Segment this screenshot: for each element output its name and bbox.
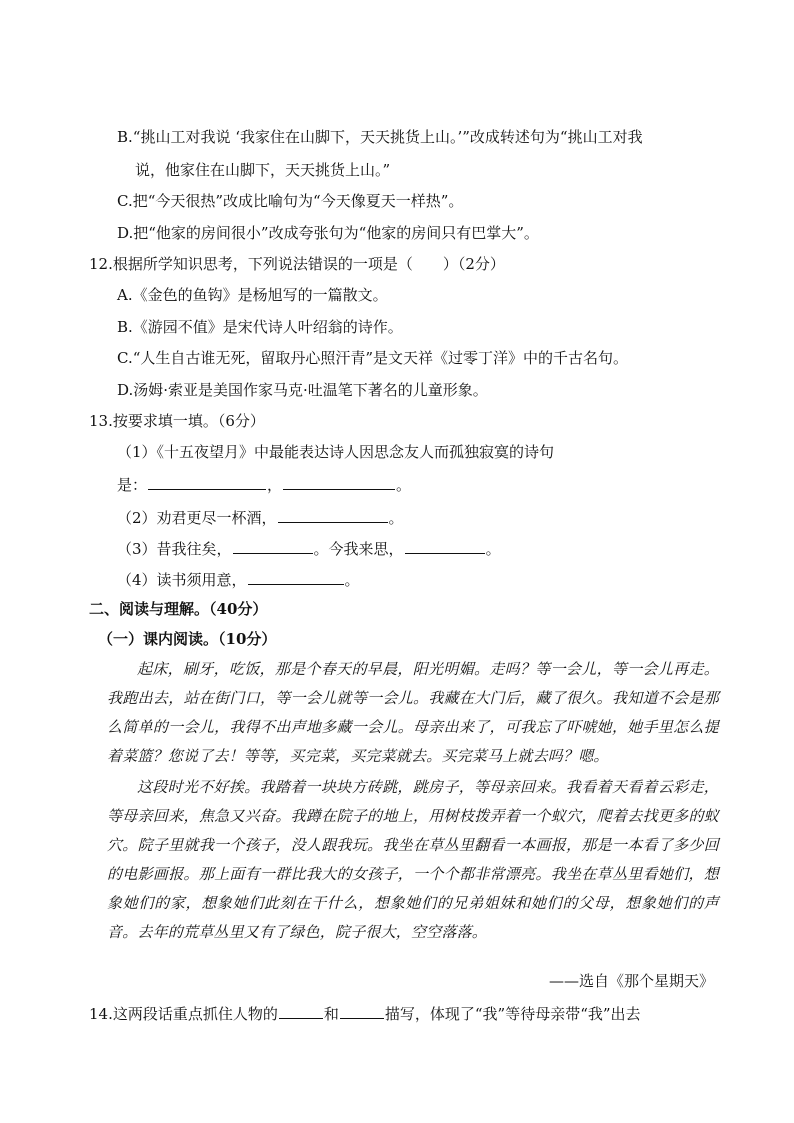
q14-text-3: 描写，体现了“我”等待母亲带“我”出去 xyxy=(384,1005,641,1023)
q14-text-1: 14.这两段话重点抓住人物的 xyxy=(89,1005,278,1023)
section2-title: 二、阅读与理解。（40分） xyxy=(89,600,268,618)
q13-blank-1b[interactable] xyxy=(283,473,395,490)
q13-stem: 13.按要求填一填。（6分） xyxy=(89,412,265,430)
q13-blank-1a[interactable] xyxy=(148,473,266,490)
reading-passage xyxy=(107,655,719,947)
q13-blank-2[interactable] xyxy=(278,506,388,523)
q13-part1-line2 xyxy=(117,473,411,496)
q13-part2 xyxy=(117,506,404,529)
q13-part3-text-b: 。今我来思， xyxy=(313,540,404,558)
q13-blank-4[interactable] xyxy=(248,568,344,585)
q13-part3-text-a: （3）昔我往矣， xyxy=(117,540,232,558)
q13-blank-3b[interactable] xyxy=(405,537,485,554)
q13-period-1: 。 xyxy=(396,476,412,494)
q12-stem: 12.根据所学知识思考，下列说法错误的一项是（ ）（2分） xyxy=(89,255,505,273)
q14-blank-1[interactable] xyxy=(279,1002,323,1019)
q14-text-2: 和 xyxy=(323,1005,339,1023)
q14-line xyxy=(89,1002,641,1025)
q12-option-c: C.“人生自古谁无死，留取丹心照汗青”是文天祥《过零丁洋》中的千古名句。 xyxy=(117,349,629,367)
passage-paragraph-2: 这段时光不好挨。我踏着一块块方砖跳，跳房子，等母亲回来。我看着天看着云彩走，等母亲回来，焦急又兴奋。我蹲在院子的地上，用树枝拨弄着一个蚁穴，爬着去找更多的蚁穴。院子里就我一个孩子，没人跟我玩。我坐在草丛里翻看一本画报，那是一本看了多少回的电影画报。那上面有一群比我大的女孩子，一个个都非常漂亮。我坐在草丛里看她们，想象她们的家，想象她们此刻在干什么，想象她们的兄弟姐妹和她们的父母，想象她们的声音。去年的荒草丛里又有了绿色，院子很大，空空落落。 xyxy=(107,778,719,941)
q12-option-a: A.《金色的鱼钩》是杨旭写的一篇散文。 xyxy=(117,286,388,304)
section2-subtitle: （一）课内阅读。（10分） xyxy=(98,630,277,648)
q11-option-b-line1: B.“挑山工对我说 ‘我家住在山脚下，天天挑货上山。’”改成转述句为“挑山工对我 xyxy=(117,128,643,146)
q13-part3 xyxy=(117,537,501,560)
q11-option-c: C.把“今天很热”改成比喻句为“今天像夏天一样热”。 xyxy=(117,192,464,210)
q13-period-3: 。 xyxy=(485,540,501,558)
q14-blank-2[interactable] xyxy=(340,1002,384,1019)
passage-source: ——选自《那个星期天》 xyxy=(548,972,714,990)
q11-option-d: D.把“他家的房间很小”改成夸张句为“他家的房间只有巴掌大”。 xyxy=(117,224,539,242)
q13-blank-3a[interactable] xyxy=(233,537,313,554)
q13-period-2: 。 xyxy=(388,509,404,527)
q13-part4-text: （4）读书须用意， xyxy=(117,571,247,589)
q13-period-4: 。 xyxy=(344,571,360,589)
q13-part1-line1: （1）《十五夜望月》中最能表达诗人因思念友人而孤独寂寞的诗句 xyxy=(117,443,555,461)
q11-option-b-line2: 说，他家住在山脚下，天天挑货上山。” xyxy=(135,161,391,179)
passage-paragraph-1: 起床，刷牙，吃饭，那是个春天的早晨，阳光明媚。走吗？等一会儿，等一会儿再走。我跑出去，站在街门口，等一会儿就等一会儿。我藏在大门后，藏了很久。我知道不会是那么简单的一会儿，我得不出声地多藏一会儿。母亲出来了，可我忘了吓唬她，她手里怎么提着菜篮？您说了去！等等，买完菜，买完菜就去。买完菜马上就去吗？嗯。 xyxy=(107,660,719,765)
q12-option-b: B.《游园不值》是宋代诗人叶绍翁的诗作。 xyxy=(117,318,403,336)
q13-part2-text: （2）劝君更尽一杯酒， xyxy=(117,509,277,527)
q13-part4 xyxy=(117,568,360,591)
q12-option-d: D.汤姆·索亚是美国作家马克·吐温笔下著名的儿童形象。 xyxy=(117,381,488,399)
q13-comma: ， xyxy=(267,476,283,494)
q13-part1-is: 是： xyxy=(117,476,148,494)
